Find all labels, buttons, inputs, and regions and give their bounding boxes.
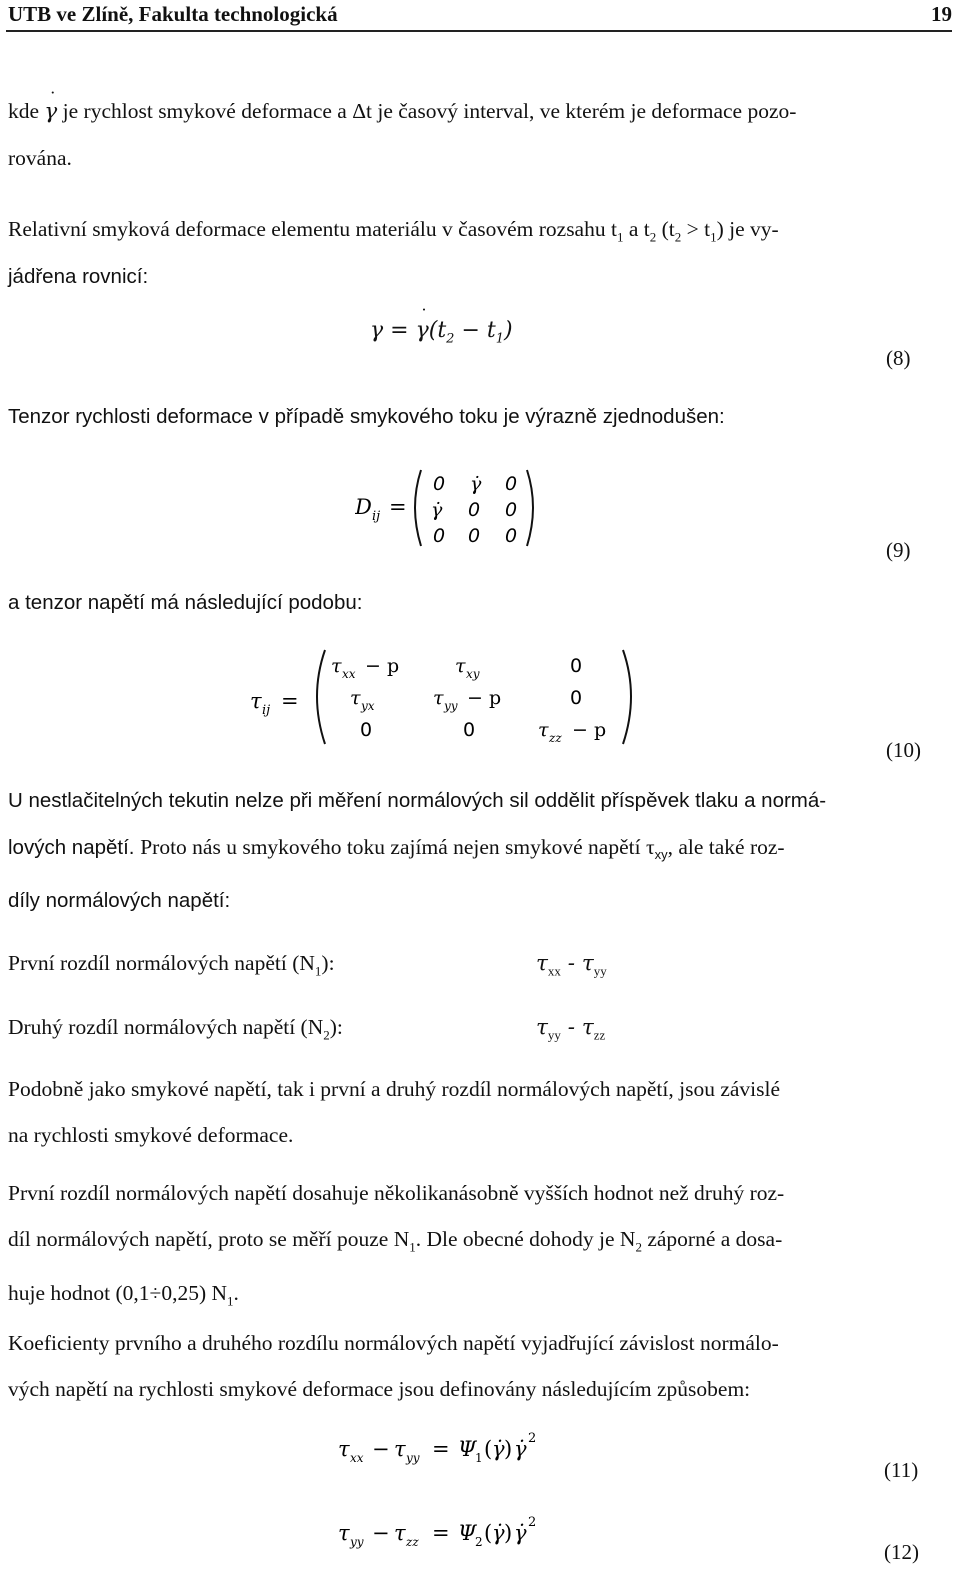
svg-text:0: 0 <box>505 525 518 547</box>
p2-d: > t <box>681 217 711 241</box>
svg-text:γ̇: γ̇ <box>492 1437 505 1461</box>
p2-line2: jádřena rovnicí: <box>8 265 149 289</box>
p5-line1: U nestlačitelných tekutin nelze při měření normálových sil oddělit příspěvek tlaku a normá- <box>8 789 827 812</box>
paragraph-1 <box>8 88 948 181</box>
equation-number-12: (12) <box>884 1540 919 1564</box>
p7-sub: 1 <box>227 1293 234 1309</box>
p7-line1: První rozdíl normálových napětí dosahuje několikanásobně vyšších hodnot než druhý roz- <box>8 1181 785 1205</box>
svg-text:τ: τ <box>350 687 361 709</box>
p2-a: Relativní smyková deformace elementu materiálu v časovém rozsahu t <box>8 217 617 241</box>
n1-expression <box>536 940 607 994</box>
equation-number-8: (8) <box>886 346 911 370</box>
p2-sub: 2 <box>649 229 657 245</box>
sub: yy <box>593 963 607 979</box>
n2-sub: 2 <box>323 1027 330 1043</box>
p7-line2c: záporné a dosa- <box>641 1227 783 1251</box>
p2-e: ) je vy- <box>716 217 779 241</box>
svg-text:γ̇: γ̇ <box>492 1521 505 1545</box>
paragraph-7 <box>8 1170 948 1325</box>
svg-text:2: 2 <box>475 1535 483 1549</box>
svg-text:yy: yy <box>406 1451 420 1465</box>
svg-text:τ: τ <box>455 655 466 677</box>
p5-line2b: Proto nás u smykového toku zajímá nejen smykové napětí τ <box>140 835 655 859</box>
svg-text:γ̇: γ̇ <box>470 473 482 495</box>
svg-text:τ: τ <box>250 689 262 713</box>
svg-text:γ̇: γ̇ <box>431 499 443 521</box>
sub: zz <box>593 1027 606 1043</box>
equation-12 <box>338 1512 588 1557</box>
p5-line2c: , ale také roz- <box>667 835 785 859</box>
paragraph-8 <box>8 1320 948 1412</box>
p2-c: (t <box>656 217 675 241</box>
header-title: UTB ve Zlíně, Fakulta technologická <box>8 2 338 26</box>
svg-text:0: 0 <box>505 499 518 521</box>
equation-number-9: (9) <box>886 538 911 562</box>
svg-text:2: 2 <box>528 1515 537 1530</box>
p7-line2b: . Dle obecné dohody je N <box>415 1227 636 1251</box>
svg-text:ij: ij <box>262 703 271 718</box>
p2-sub: 2 <box>674 229 682 245</box>
svg-text:− p: − p <box>467 687 502 709</box>
svg-text:τ: τ <box>338 1437 350 1461</box>
n2-end: ): <box>329 1015 343 1039</box>
svg-text:−: − <box>372 1437 390 1461</box>
svg-text:1: 1 <box>475 1451 483 1465</box>
svg-text:γ̇: γ̇ <box>514 1437 527 1461</box>
svg-text:zz: zz <box>406 1535 419 1549</box>
n1-sub: 1 <box>314 963 322 979</box>
p5-sub: xy <box>654 847 668 863</box>
svg-text:τ: τ <box>394 1437 406 1461</box>
p7-sub: 2 <box>635 1239 642 1255</box>
svg-text:−: − <box>372 1521 390 1545</box>
svg-text:τ: τ <box>538 719 549 741</box>
p6-line1: Podobně jako smykové napětí, tak i první a druhý rozdíl normálových napětí, jsou závislé <box>8 1077 781 1101</box>
svg-text:): ) <box>504 1521 513 1545</box>
p2-b: a t <box>623 217 650 241</box>
p7-line2a: díl normálových napětí, proto se měří pouze N <box>8 1227 410 1251</box>
p8-line1: Koeficienty prvního a druhého rozdílu normálových napětí vyjadřující závislost normálo- <box>8 1331 779 1355</box>
p1-pre: kde <box>8 99 45 123</box>
equation-11-svg <box>338 1428 588 1468</box>
svg-text:0: 0 <box>468 499 481 521</box>
n1-end: ): <box>321 951 335 975</box>
header-rule <box>6 30 952 32</box>
svg-text:): ) <box>504 1437 513 1461</box>
svg-text:0: 0 <box>463 719 476 741</box>
paragraph-6 <box>8 1066 948 1158</box>
svg-text:=: = <box>432 1521 450 1545</box>
minus-tau: - τ <box>560 951 594 976</box>
p2-sub: 1 <box>710 229 717 245</box>
svg-text:τ: τ <box>394 1521 406 1545</box>
svg-text:=: = <box>389 495 407 519</box>
paragraph-4: a tenzor napětí má následující podobu: <box>8 591 363 614</box>
svg-text:− p: − p <box>365 655 400 677</box>
equation-number-10: (10) <box>886 738 921 762</box>
p6-line2: na rychlosti smykové deformace. <box>8 1123 294 1147</box>
equation-12-svg <box>338 1512 588 1552</box>
p1-post: je rychlost smykové deformace a Δt je časový interval, ve kterém je deformace pozo- <box>57 99 797 123</box>
p5-line3: díly normálových napětí: <box>8 889 231 913</box>
equation-9 <box>355 462 555 552</box>
svg-text:τ: τ <box>331 655 342 677</box>
svg-text:γ̇: γ̇ <box>514 1521 527 1545</box>
svg-text:Ψ: Ψ <box>458 1521 477 1545</box>
paragraph-3: Tenzor rychlosti deformace v případě smykového toku je výrazně zjednodušen: <box>8 405 725 428</box>
matrix-tau <box>245 644 645 749</box>
n2-label: Druhý rozdíl normálových napětí (N <box>8 1015 324 1039</box>
svg-text:2: 2 <box>528 1431 537 1446</box>
svg-text:yy: yy <box>350 1535 364 1549</box>
paragraph-2 <box>8 206 948 300</box>
svg-text:(: ( <box>484 1521 493 1545</box>
normal-diff-1 <box>8 940 948 994</box>
svg-text:0: 0 <box>360 719 373 741</box>
equation-10 <box>245 644 645 754</box>
p5-line2a: lových napětí. <box>8 836 141 859</box>
p2-sub: 1 <box>616 229 624 245</box>
svg-text:xy: xy <box>466 667 480 681</box>
p7-line3a: huje hodnot (0,1÷0,25) N <box>8 1281 228 1306</box>
svg-text:yy: yy <box>444 699 458 713</box>
svg-text:xx: xx <box>350 1451 364 1465</box>
svg-text:τ: τ <box>338 1521 350 1545</box>
gamma-dot-symbol: γ ˙ <box>44 89 57 135</box>
page-header <box>8 0 952 30</box>
equation-11 <box>338 1428 588 1473</box>
minus-tau: - τ <box>560 1015 594 1040</box>
svg-text:yx: yx <box>361 699 375 713</box>
svg-text:xx: xx <box>342 667 356 681</box>
svg-text:0: 0 <box>505 473 518 495</box>
svg-text:zz: zz <box>549 731 562 745</box>
normal-diff-2 <box>8 1004 948 1058</box>
svg-text:0: 0 <box>570 687 583 709</box>
p7-sub: 1 <box>409 1239 416 1255</box>
svg-text:(: ( <box>484 1437 493 1461</box>
sub: xx <box>547 963 561 979</box>
p1-line2: rována. <box>8 146 72 170</box>
page-number: 19 <box>931 2 952 26</box>
tau-symbol: τ <box>536 1015 548 1040</box>
p7-line3b: . <box>233 1281 239 1306</box>
svg-text:0: 0 <box>433 525 446 547</box>
svg-text:0: 0 <box>433 473 446 495</box>
svg-text:ij: ij <box>372 509 381 524</box>
equation-number-11: (11) <box>884 1458 919 1482</box>
svg-text:=: = <box>281 689 299 713</box>
n2-expression <box>536 1004 605 1058</box>
tau-symbol: τ <box>536 951 548 976</box>
svg-text:τ: τ <box>433 687 444 709</box>
svg-text:− p: − p <box>572 719 607 741</box>
svg-text:Ψ: Ψ <box>458 1437 477 1461</box>
svg-text:0: 0 <box>570 655 583 677</box>
svg-text:D: D <box>355 495 372 519</box>
n1-label: První rozdíl normálových napětí (N <box>8 951 315 975</box>
svg-text:0: 0 <box>468 525 481 547</box>
p8-line2: vých napětí na rychlosti smykové deformace jsou definovány následujícím způsobem: <box>8 1377 751 1401</box>
svg-text:=: = <box>432 1437 450 1461</box>
sub: yy <box>547 1027 561 1043</box>
matrix-d <box>355 462 555 552</box>
paragraph-5 <box>8 778 948 924</box>
equation-8: γ = γ $˙(t_2 - t_1)$ <box>370 318 513 346</box>
